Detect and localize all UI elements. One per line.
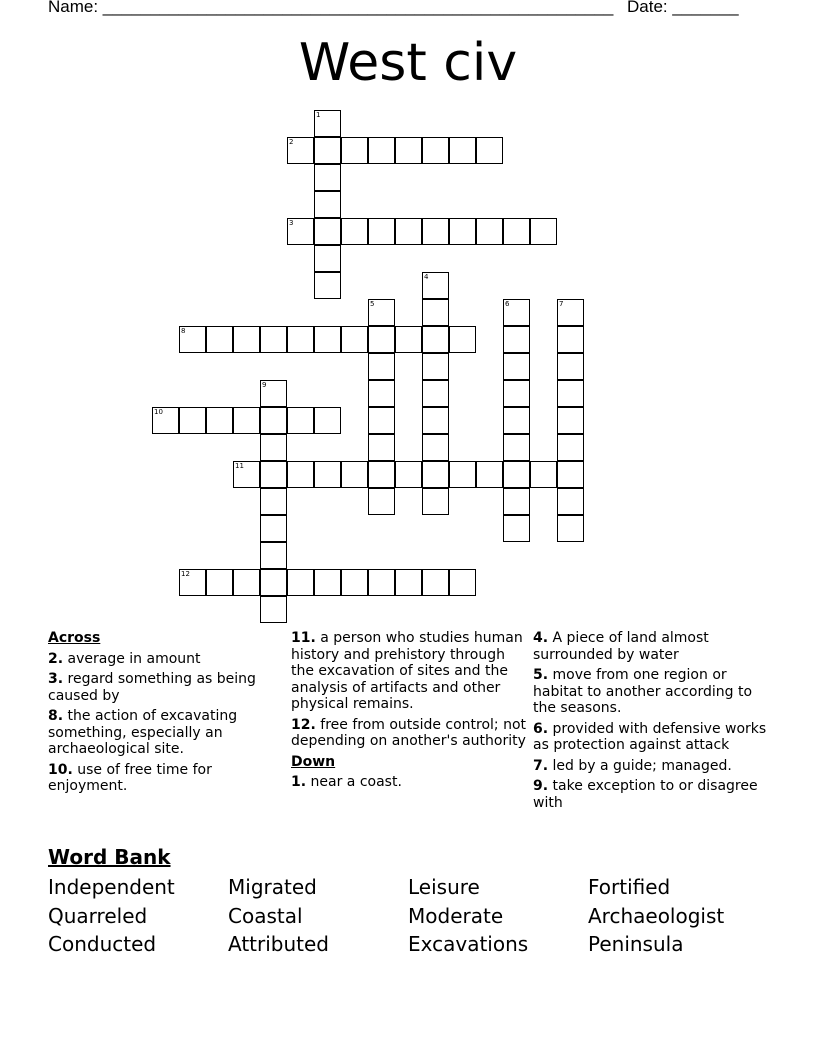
crossword-cell[interactable] xyxy=(314,191,341,218)
crossword-cell[interactable] xyxy=(422,299,449,326)
crossword-cell[interactable] xyxy=(314,164,341,191)
word-bank-word: Attributed xyxy=(228,932,330,956)
clues-column-3 xyxy=(533,630,769,815)
down-clue-9: 9. take exception to or disagree with xyxy=(533,778,758,811)
word-bank-word: Migrated xyxy=(228,875,317,899)
word-bank-heading: Word Bank xyxy=(48,845,171,869)
date-field-label: Date: _______ xyxy=(627,0,739,16)
word-bank-word: Conducted xyxy=(48,932,157,956)
word-bank-word: Excavations xyxy=(408,932,529,956)
crossword-cell-numbered[interactable] xyxy=(557,299,584,326)
crossword-cell[interactable] xyxy=(449,569,476,596)
crossword-cell[interactable] xyxy=(422,488,449,515)
crossword-cell[interactable] xyxy=(260,596,287,623)
across-clue-12: 12. free from outside control; not depending on another's authority xyxy=(291,716,527,749)
crossword-cell[interactable] xyxy=(557,488,584,515)
word-bank-word: Independent xyxy=(48,875,175,899)
cell-number: 2 xyxy=(289,138,294,146)
cell-number: 3 xyxy=(289,219,294,227)
cell-number: 4 xyxy=(424,273,429,281)
crossword-cell[interactable] xyxy=(206,326,233,353)
crossword-cell[interactable] xyxy=(368,380,395,407)
crossword-cell[interactable] xyxy=(314,272,341,299)
crossword-cell[interactable] xyxy=(314,461,341,488)
crossword-cell[interactable] xyxy=(530,218,557,245)
crossword-cell[interactable] xyxy=(476,218,503,245)
down-heading: Down xyxy=(291,753,336,770)
crossword-cell[interactable] xyxy=(341,461,368,488)
name-field-label: Name: ______________________________________________________ xyxy=(48,0,614,16)
cell-number: 7 xyxy=(559,300,564,308)
crossword-cell[interactable] xyxy=(260,488,287,515)
crossword-cell[interactable] xyxy=(422,569,449,596)
crossword-cell[interactable] xyxy=(260,434,287,461)
page-title: West civ xyxy=(298,33,518,93)
crossword-cell[interactable] xyxy=(476,137,503,164)
cell-number: 6 xyxy=(505,300,510,308)
crossword-cell[interactable] xyxy=(422,353,449,380)
crossword-cell[interactable] xyxy=(557,434,584,461)
word-bank-word: Peninsula xyxy=(588,932,684,956)
cell-number: 9 xyxy=(262,381,267,389)
crossword-cell[interactable] xyxy=(503,326,530,353)
cell-number: 12 xyxy=(181,570,190,578)
across-heading: Across xyxy=(48,630,101,646)
crossword-cell[interactable] xyxy=(503,407,530,434)
cell-number: 5 xyxy=(370,300,375,308)
crossword-cell[interactable] xyxy=(449,218,476,245)
crossword-cell[interactable] xyxy=(287,569,314,596)
crossword-cell-numbered[interactable] xyxy=(422,272,449,299)
crossword-cell-numbered[interactable] xyxy=(152,407,179,434)
crossword-cell[interactable] xyxy=(179,407,206,434)
crossword-cell[interactable] xyxy=(368,218,395,245)
crossword-cell[interactable] xyxy=(314,407,341,434)
crossword-cell[interactable] xyxy=(368,488,395,515)
crossword-cell[interactable] xyxy=(422,434,449,461)
crossword-cell[interactable] xyxy=(503,353,530,380)
crossword-cell[interactable] xyxy=(449,461,476,488)
crossword-cell[interactable] xyxy=(260,569,287,596)
crossword-cell[interactable] xyxy=(557,515,584,542)
crossword-cell[interactable] xyxy=(314,326,341,353)
across-clue-3: 3. regard something as being caused by xyxy=(48,671,256,704)
word-bank-word: Moderate xyxy=(408,904,504,928)
crossword-cell[interactable] xyxy=(557,461,584,488)
crossword-cell[interactable] xyxy=(395,461,422,488)
word-bank-word: Leisure xyxy=(408,875,480,899)
cell-number: 11 xyxy=(235,462,244,470)
across-clue-11: 11. a person who studies human history and prehistory through the excavation of sites and the analysis of artifacts and other physical remains. xyxy=(291,630,523,712)
crossword-cell[interactable] xyxy=(260,407,287,434)
across-clue-10: 10. use of free time for enjoyment. xyxy=(48,761,212,794)
word-bank-word: Fortified xyxy=(588,875,671,899)
crossword-cell[interactable] xyxy=(260,515,287,542)
across-clue-8: 8. the action of excavating something, especially an archaeological site. xyxy=(48,708,238,757)
cell-number: 8 xyxy=(181,327,186,335)
crossword-cell[interactable] xyxy=(422,407,449,434)
word-bank-word: Archaeologist xyxy=(588,904,725,928)
crossword-cell[interactable] xyxy=(503,218,530,245)
crossword-cell[interactable] xyxy=(206,569,233,596)
crossword-cell[interactable] xyxy=(557,407,584,434)
crossword-cell[interactable] xyxy=(233,569,260,596)
crossword-cell[interactable] xyxy=(287,407,314,434)
down-clue-4: 4. A piece of land almost surrounded by water xyxy=(533,630,709,663)
crossword-cell[interactable] xyxy=(530,461,557,488)
word-bank-word: Coastal xyxy=(228,904,303,928)
crossword-cell[interactable] xyxy=(233,407,260,434)
crossword-cell[interactable] xyxy=(395,569,422,596)
crossword-cell[interactable] xyxy=(341,137,368,164)
crossword-cell-numbered[interactable] xyxy=(287,218,314,245)
crossword-cell[interactable] xyxy=(260,461,287,488)
crossword-cell[interactable] xyxy=(368,137,395,164)
crossword-cell[interactable] xyxy=(260,326,287,353)
crossword-cell[interactable] xyxy=(368,326,395,353)
crossword-cell[interactable] xyxy=(314,218,341,245)
crossword-cell-numbered[interactable] xyxy=(368,299,395,326)
word-bank-word: Quarreled xyxy=(48,904,148,928)
crossword-cell[interactable] xyxy=(395,326,422,353)
crossword-cell[interactable] xyxy=(341,569,368,596)
crossword-cell[interactable] xyxy=(314,245,341,272)
crossword-cell[interactable] xyxy=(449,326,476,353)
crossword-cell[interactable] xyxy=(422,218,449,245)
crossword-cell[interactable] xyxy=(368,461,395,488)
crossword-cell[interactable] xyxy=(503,461,530,488)
crossword-cell[interactable] xyxy=(422,380,449,407)
crossword-cell[interactable] xyxy=(368,434,395,461)
crossword-cell[interactable] xyxy=(287,461,314,488)
cell-number: 1 xyxy=(316,111,321,119)
crossword-cell[interactable] xyxy=(341,218,368,245)
down-clue-1: 1. near a coast. xyxy=(291,774,402,790)
cell-number: 10 xyxy=(154,408,163,416)
crossword-cell[interactable] xyxy=(368,407,395,434)
crossword-cell[interactable] xyxy=(287,326,314,353)
clues-column-1 xyxy=(48,630,280,799)
crossword-cell[interactable] xyxy=(395,218,422,245)
crossword-cell[interactable] xyxy=(422,137,449,164)
down-clue-7: 7. led by a guide; managed. xyxy=(533,757,732,774)
crossword-cell-numbered[interactable] xyxy=(233,461,260,488)
down-clue-6: 6. provided with defensive works as protection against attack xyxy=(533,720,767,753)
across-clue-2: 2. average in amount xyxy=(48,650,201,667)
crossword-cell[interactable] xyxy=(314,137,341,164)
crossword-cell[interactable] xyxy=(557,353,584,380)
crossword-cell[interactable] xyxy=(503,434,530,461)
crossword-cell-numbered[interactable] xyxy=(179,326,206,353)
crossword-cell[interactable] xyxy=(422,326,449,353)
crossword-cell[interactable] xyxy=(503,515,530,542)
crossword-cell[interactable] xyxy=(206,407,233,434)
crossword-cell[interactable] xyxy=(395,137,422,164)
crossword-cell[interactable] xyxy=(368,569,395,596)
crossword-cell[interactable] xyxy=(422,461,449,488)
clues-column-2 xyxy=(291,630,527,795)
crossword-cell[interactable] xyxy=(260,542,287,569)
crossword-cell-numbered[interactable] xyxy=(503,299,530,326)
crossword-cell[interactable] xyxy=(341,326,368,353)
crossword-cell-numbered[interactable] xyxy=(260,380,287,407)
crossword-cell[interactable] xyxy=(476,461,503,488)
crossword-cell[interactable] xyxy=(557,326,584,353)
crossword-cell[interactable] xyxy=(314,569,341,596)
crossword-cell[interactable] xyxy=(557,380,584,407)
down-clue-5: 5. move from one region or habitat to another according to the seasons. xyxy=(533,667,753,716)
crossword-cell[interactable] xyxy=(503,380,530,407)
crossword-cell-numbered[interactable] xyxy=(287,137,314,164)
crossword-cell[interactable] xyxy=(368,353,395,380)
crossword-cell[interactable] xyxy=(449,137,476,164)
crossword-cell-numbered[interactable] xyxy=(179,569,206,596)
crossword-cell[interactable] xyxy=(503,488,530,515)
crossword-cell-numbered[interactable] xyxy=(314,110,341,137)
crossword-cell[interactable] xyxy=(233,326,260,353)
